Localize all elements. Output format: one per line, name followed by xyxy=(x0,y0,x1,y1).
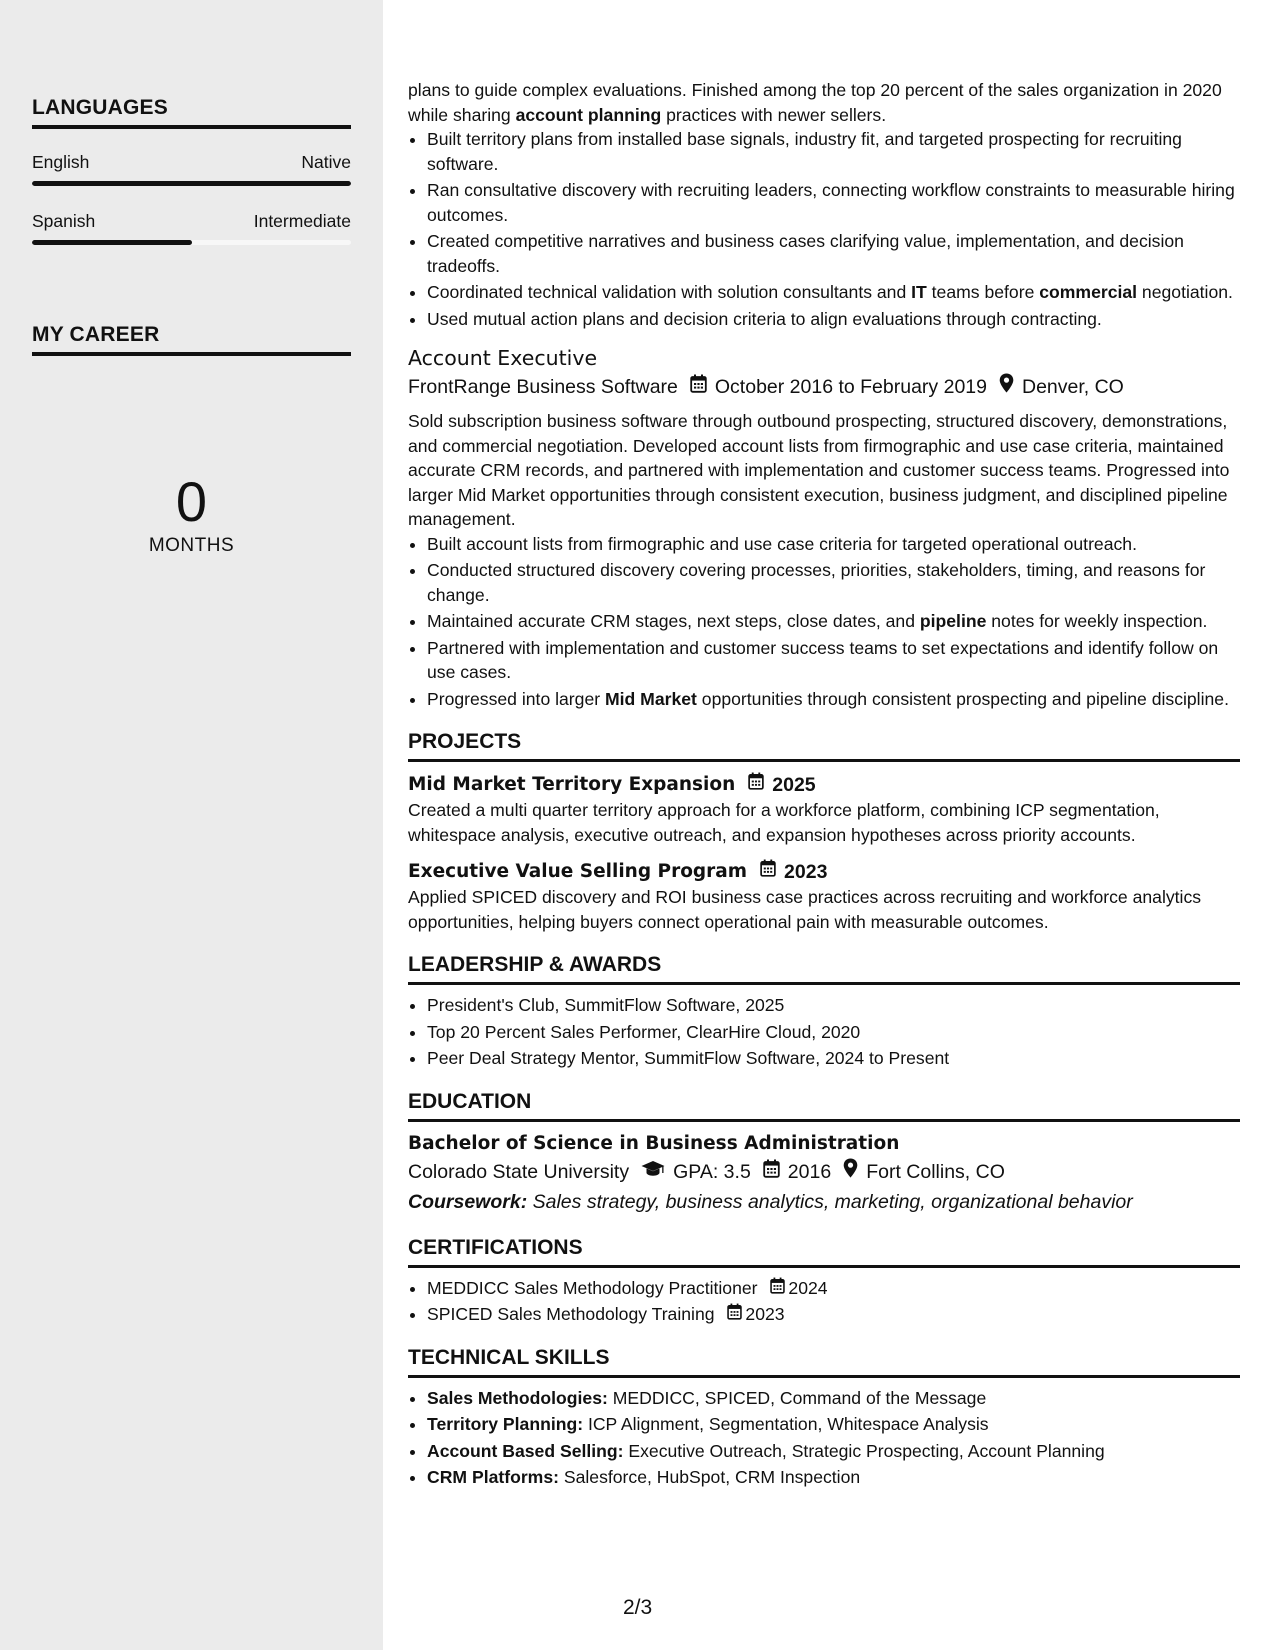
project-title: Mid Market Territory Expansion xyxy=(408,774,736,795)
awards-list xyxy=(408,993,1240,1071)
sidebar-content xyxy=(32,96,351,557)
text: teams before xyxy=(926,282,1040,302)
skill-label: Sales Methodologies: xyxy=(427,1387,608,1408)
text: Maintained accurate CRM stages, next steps, close dates, and xyxy=(427,611,920,631)
job-meta xyxy=(408,373,1240,402)
job-dates: October 2016 to February 2019 xyxy=(714,376,987,398)
language-level: Native xyxy=(301,152,351,172)
list-item xyxy=(427,1386,1240,1411)
bold-text: pipeline xyxy=(919,611,987,631)
list-item xyxy=(427,687,1240,712)
list-item: • Peer Deal Strategy Mentor, SummitFlow Software, 2024 to Present xyxy=(427,1046,1240,1071)
coursework xyxy=(408,1187,1240,1217)
text: practices with newer sellers. xyxy=(661,104,887,125)
language-proficiency-fill xyxy=(32,181,351,186)
job-title: Account Executive xyxy=(408,346,598,370)
skill-value: MEDDICC, SPICED, Command of the Message xyxy=(607,1387,987,1408)
sidebar xyxy=(0,0,383,1650)
main-content xyxy=(408,78,1240,1492)
job-description-continued xyxy=(408,78,1240,127)
career-duration-value: 0 xyxy=(175,470,208,533)
text: negotiation. xyxy=(1137,282,1233,302)
graduation-year: 2016 xyxy=(787,1160,832,1183)
skills-heading: TECHNICAL SKILLS xyxy=(408,1345,1240,1378)
language-proficiency-bar xyxy=(32,181,351,186)
certification-name: MEDDICC Sales Methodology Practitioner xyxy=(427,1277,758,1298)
languages-heading: LANGUAGES xyxy=(32,96,351,129)
company-name: FrontRange Business Software xyxy=(408,376,678,398)
list-item: • Partnered with implementation and customer success teams to set expectations and identify follow on use cases. xyxy=(427,636,1240,685)
project-description: Created a multi quarter territory approach for a workforce platform, combining ICP segmentation, whitespace analysis, executive outreach, and expansion hypotheses across priority accounts. xyxy=(408,800,1160,845)
career-duration xyxy=(32,470,351,557)
education-meta xyxy=(408,1157,1240,1187)
list-item xyxy=(427,609,1240,634)
gpa: GPA: 3.5 xyxy=(673,1160,751,1183)
project-title-row xyxy=(408,859,1240,885)
skill-value: Salesforce, HubSpot, CRM Inspection xyxy=(558,1467,861,1487)
language-proficiency-bar xyxy=(32,240,351,245)
project-description: Applied SPICED discovery and ROI business case practices across recruiting and workforce analytics opportunities, helping buyers connect operational pain with measurable outcomes. xyxy=(408,887,1202,932)
text: Coordinated technical validation with solution consultants and xyxy=(427,282,912,302)
list-item xyxy=(427,1412,1240,1437)
certifications-heading: CERTIFICATIONS xyxy=(408,1235,1240,1268)
calendar-icon xyxy=(763,1157,780,1187)
projects-heading: PROJECTS xyxy=(408,729,1240,762)
job-location: Denver, CO xyxy=(1021,376,1124,398)
certifications-list xyxy=(408,1276,1240,1327)
certification-year: 2023 xyxy=(745,1304,785,1324)
project-title-row xyxy=(408,772,1240,798)
calendar-icon xyxy=(770,1276,785,1301)
text: Progressed into larger xyxy=(427,688,605,709)
skill-value: ICP Alignment, Segmentation, Whitespace Analysis xyxy=(583,1414,989,1434)
text: opportunities through consistent prospecting and pipeline discipline. xyxy=(696,688,1229,709)
text: plans to guide complex evaluations. Finished among the top 20 percent of the sales organization in 2020 while sharing xyxy=(408,80,1222,125)
previous-job-bullets xyxy=(408,127,1240,331)
list-item: • Created competitive narratives and business cases clarifying value, implementation, and decision tradeoffs. xyxy=(427,229,1240,278)
language-proficiency-fill xyxy=(32,240,192,245)
skill-label: CRM Platforms: xyxy=(427,1467,559,1487)
list-item: • President's Club, SummitFlow Software, 2025 xyxy=(427,993,1240,1018)
career-heading: MY CAREER xyxy=(32,323,351,356)
bold-text: IT xyxy=(911,282,927,302)
calendar-icon xyxy=(690,373,707,402)
calendar-icon xyxy=(760,859,776,885)
list-item: • Built account lists from firmographic and use case criteria for targeted operational outreach. xyxy=(427,532,1240,557)
list-item xyxy=(427,1302,1240,1327)
degree-title: Bachelor of Science in Business Administration xyxy=(408,1132,900,1154)
list-item: • Ran consultative discovery with recruiting leaders, connecting workflow constraints to measurable hiring outcomes. xyxy=(427,178,1240,227)
career-duration-unit: MONTHS xyxy=(148,535,235,556)
calendar-icon xyxy=(727,1302,742,1327)
skill-value: Executive Outreach, Strategic Prospecting, Account Planning xyxy=(623,1440,1105,1461)
project-year: 2025 xyxy=(772,774,816,796)
awards-heading: LEADERSHIP & AWARDS xyxy=(408,952,1240,985)
school-location: Fort Collins, CO xyxy=(866,1160,1005,1183)
skill-label: Account Based Selling: xyxy=(427,1440,624,1461)
job-description: Sold subscription business software through outbound prospecting, structured discovery, demonstrations, and commercial negotiation. Developed account lists from firmographic and use case criteria, maintained accurate CRM records, and partnered with implementation and customer success teams. Progressed into larger Mid Market opportunities through consistent execution, business judgment, and disciplined pipeline management. xyxy=(408,411,1230,529)
language-item-spanish xyxy=(32,211,351,245)
list-item: • Top 20 Percent Sales Performer, ClearHire Cloud, 2020 xyxy=(427,1020,1240,1045)
school-name: Colorado State University xyxy=(408,1160,630,1183)
coursework-text: Sales strategy, business analytics, marketing, organizational behavior xyxy=(527,1190,1133,1213)
list-item xyxy=(427,1439,1240,1464)
list-item: • Built territory plans from installed base signals, industry fit, and targeted prospecting for recruiting software. xyxy=(427,127,1240,176)
list-item xyxy=(427,1465,1240,1490)
list-item xyxy=(427,280,1240,305)
language-level: Intermediate xyxy=(253,211,351,231)
list-item: • Used mutual action plans and decision criteria to align evaluations through contracting. xyxy=(427,307,1240,332)
page-number: 2/3 xyxy=(623,1596,653,1619)
map-pin-icon xyxy=(999,373,1014,402)
skill-label: Territory Planning: xyxy=(427,1414,584,1434)
coursework-label: Coursework: xyxy=(408,1190,528,1213)
job-bullets xyxy=(408,532,1240,712)
calendar-icon xyxy=(748,772,764,798)
certification-year: 2024 xyxy=(788,1277,828,1298)
bold-text: commercial xyxy=(1039,282,1138,302)
text: notes for weekly inspection. xyxy=(986,611,1208,631)
project-title: Executive Value Selling Program xyxy=(408,861,748,882)
certification-name: SPICED Sales Methodology Training xyxy=(427,1304,715,1324)
map-pin-icon xyxy=(843,1157,858,1187)
list-item: • Conducted structured discovery covering processes, priorities, stakeholders, timing, and reasons for change. xyxy=(427,558,1240,607)
bold-text: account planning xyxy=(515,104,662,125)
language-name: English xyxy=(32,152,90,172)
language-name: Spanish xyxy=(32,211,96,231)
skills-list xyxy=(408,1386,1240,1490)
graduation-cap-icon xyxy=(641,1157,665,1187)
list-item xyxy=(427,1276,1240,1301)
education-heading: EDUCATION xyxy=(408,1089,1240,1122)
project-year: 2023 xyxy=(784,861,828,883)
language-item-english xyxy=(32,152,351,186)
bold-text: Mid Market xyxy=(604,688,697,709)
